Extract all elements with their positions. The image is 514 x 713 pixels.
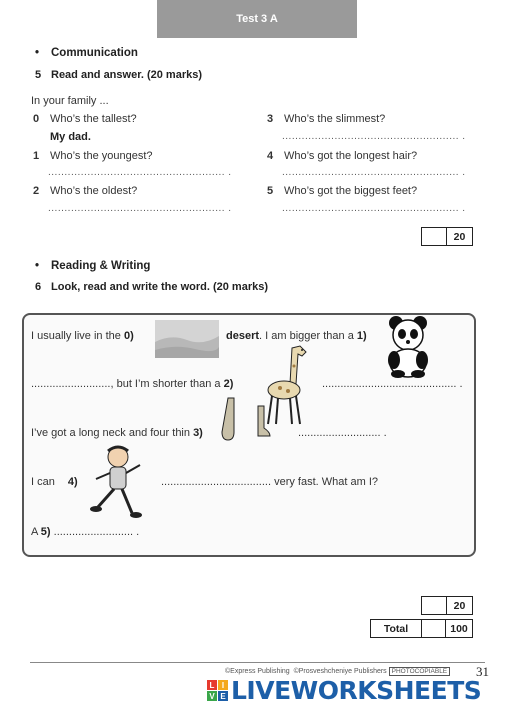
answer-blank-3[interactable]: ........................... . xyxy=(298,427,387,439)
desert-picture xyxy=(155,320,219,358)
question-0: 0 Who’s the tallest? xyxy=(33,113,137,125)
rw-line-1b: desert. I am bigger than a 1) xyxy=(226,330,367,342)
family-intro: In your family ... xyxy=(31,95,109,107)
section-2-score-box xyxy=(421,596,473,615)
giraffe-legs-picture xyxy=(220,396,276,444)
reading-writing-heading: • Reading & Writing xyxy=(35,260,151,272)
answer-blank-5[interactable]: .......................... . xyxy=(53,526,140,538)
rw-line-5: A 5) .......................... . xyxy=(31,526,140,538)
answer-line-1[interactable]: ...................................................... . xyxy=(48,167,232,178)
panda-picture xyxy=(386,315,432,379)
section-1-score-box xyxy=(421,227,473,246)
total-label: Total xyxy=(383,622,409,635)
rw-line-4: I can 4) xyxy=(31,476,78,488)
rw-line-4b: .................................... very fast. What am I? xyxy=(161,476,379,488)
total-input[interactable] xyxy=(421,620,445,637)
question-2: 2 Who’s the oldest? xyxy=(33,185,138,197)
answer-line-2[interactable]: ...................................................... . xyxy=(48,203,232,214)
rw-line-2: .........................., but I’m shorter than a 2) xyxy=(31,378,234,390)
task-6-instruction: 6 Look, read and write the word. (20 marks) xyxy=(35,281,268,293)
logo-text: LIVEWORKSHEETS xyxy=(231,676,482,705)
task-5-instruction: 5 Read and answer. (20 marks) xyxy=(35,69,203,81)
score-max: 20 xyxy=(446,228,472,245)
answer-line-5[interactable]: ...................................................... . xyxy=(282,203,466,214)
liveworksheets-logo xyxy=(207,676,481,705)
score-input[interactable] xyxy=(422,228,446,245)
test-header xyxy=(157,0,357,38)
rw-line-1a: I usually live in the 0) xyxy=(31,330,134,342)
answer-line-4[interactable]: ...................................................... . xyxy=(282,167,466,178)
question-5: 5 Who’s got the biggest feet? xyxy=(267,185,418,197)
footer-copyright: ©Express Publishing ©Prosveshcheniye Publishers PHOTOCOPIABLE xyxy=(225,668,450,675)
question-3: 3 Who’s the slimmest? xyxy=(267,113,386,125)
footer-divider xyxy=(30,662,485,663)
question-0-answer: My dad. xyxy=(50,131,91,143)
answer-line-3[interactable]: ...................................................... . xyxy=(282,131,466,142)
question-4: 4 Who’s got the longest hair? xyxy=(267,150,418,162)
communication-heading: • Communication xyxy=(35,47,138,59)
total-max: 100 xyxy=(445,620,472,637)
score-input[interactable] xyxy=(422,597,446,614)
logo-squares-icon: L I V E xyxy=(207,680,228,701)
rw-line-3: I’ve got a long neck and four thin 3) xyxy=(31,427,203,439)
total-score-box xyxy=(370,619,473,638)
question-1: 1 Who’s the youngest? xyxy=(33,150,153,162)
page-number: 31 xyxy=(476,664,489,679)
test-title: Test 3 A xyxy=(236,13,278,25)
answer-blank-1[interactable]: .......................... xyxy=(31,378,111,390)
answer-blank-2[interactable]: ............................................ . xyxy=(322,378,463,390)
score-max: 20 xyxy=(446,597,472,614)
answer-blank-4[interactable]: .................................... xyxy=(161,476,272,488)
running-boy-picture xyxy=(84,443,148,521)
